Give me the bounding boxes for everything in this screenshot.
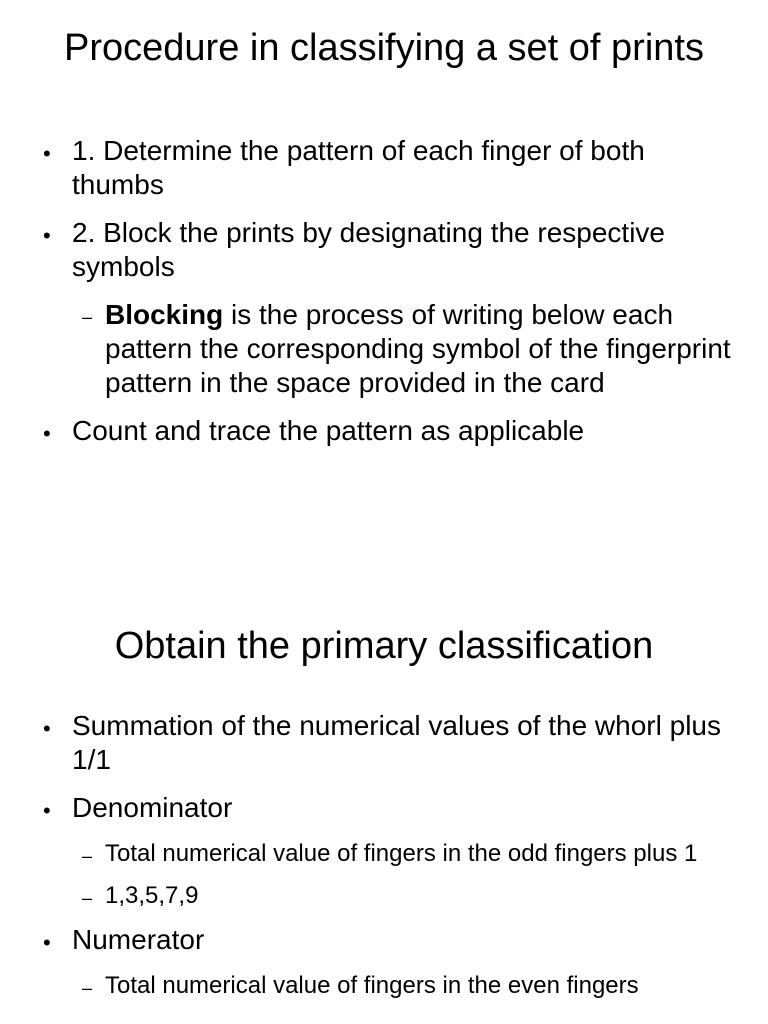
bullet-icon: • (43, 421, 51, 446)
dash-icon: – (82, 846, 93, 866)
bullet-list (0, 134, 768, 462)
bullet-icon: • (43, 930, 51, 955)
dash-icon: – (82, 888, 93, 908)
bullet-icon: • (43, 141, 51, 166)
sub-list-item (0, 298, 768, 400)
list-item (0, 134, 768, 202)
slide-title: Procedure in classifying a set of prints (64, 27, 704, 69)
bullet-text: Denominator (72, 792, 233, 823)
slide-primary-classification (0, 560, 768, 1024)
list-item (0, 923, 768, 957)
sub-bullet-text: 1,3,5,7,9 (105, 882, 199, 909)
bullet-icon: • (43, 798, 51, 823)
sub-list-item (0, 971, 768, 1001)
list-item (0, 709, 768, 777)
bullet-icon: • (43, 716, 51, 741)
bullet-list (0, 709, 768, 1013)
bullet-text: Numerator (72, 924, 205, 955)
sub-list-item (0, 881, 768, 911)
definition-text: is the process of writing below each pattern the corresponding symbol of the fingerprint pattern in the space provided in the card (105, 299, 731, 398)
list-item (0, 791, 768, 825)
bullet-text: Summation of the numerical values of the whorl plus 1/1 (72, 710, 721, 775)
bullet-icon: • (43, 223, 51, 248)
dash-icon: – (82, 978, 93, 998)
list-item (0, 414, 768, 448)
slide-title: Obtain the primary classification (114, 625, 654, 667)
bullet-text: 2. Block the prints by designating the respective symbols (72, 217, 666, 282)
bullet-text: 1. Determine the pattern of each finger of both thumbs (72, 135, 645, 200)
sub-bullet-text: Total numerical value of fingers in the even fingers (105, 972, 639, 999)
sub-bullet-text: Total numerical value of fingers in the odd fingers plus 1 (105, 840, 698, 867)
bullet-text: Count and trace the pattern as applicable (72, 415, 585, 446)
dash-icon: – (82, 307, 93, 327)
list-item (0, 216, 768, 284)
sub-list-item (0, 839, 768, 869)
term-blocking: Blocking (105, 299, 224, 330)
